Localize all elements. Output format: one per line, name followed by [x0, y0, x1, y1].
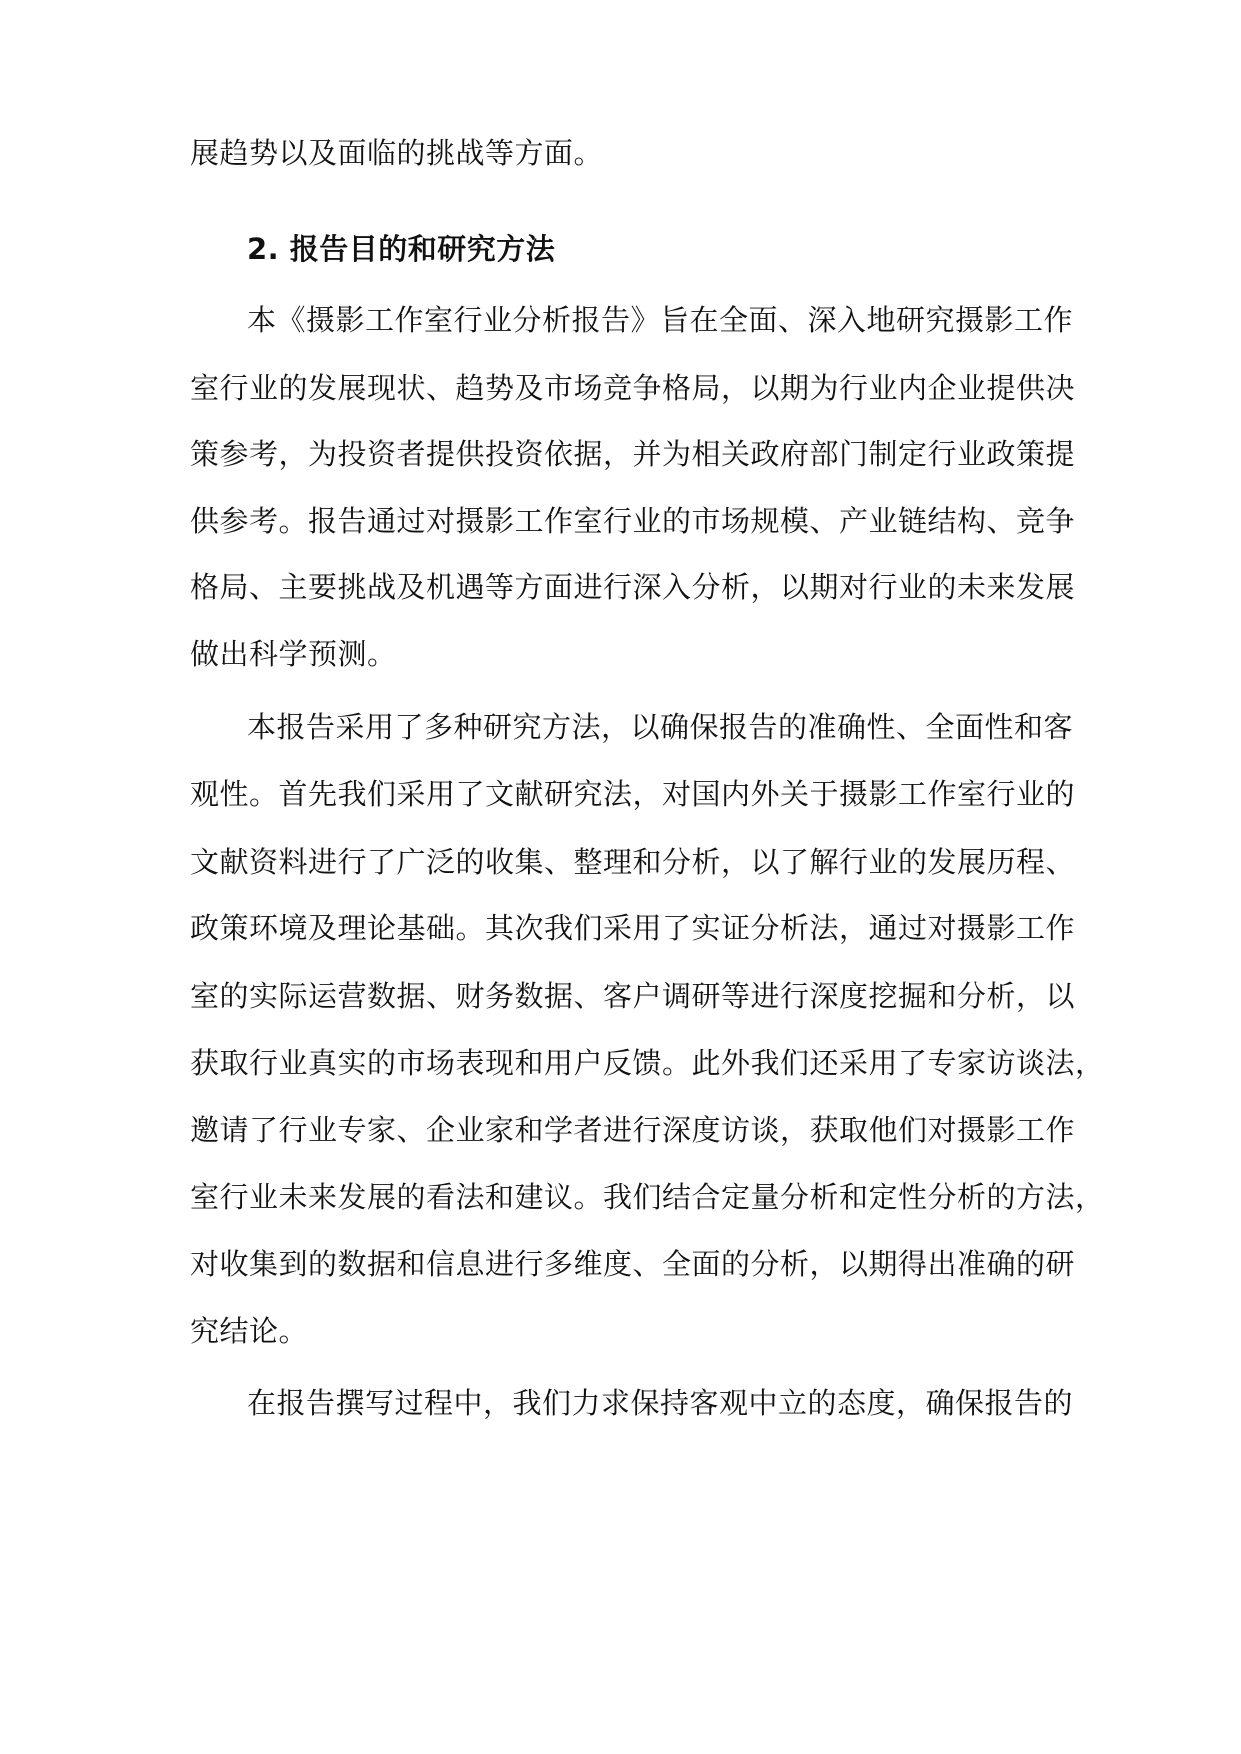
paragraph-line: 邀请了行业专家、企业家和学者进行深度访谈，获取他们对摄影工作	[190, 1113, 1076, 1147]
carryover-line: 展趋势以及面临的挑战等方面。	[190, 136, 604, 170]
section-heading: 2. 报告目的和研究方法	[247, 232, 556, 266]
paragraph-line: 策参考，为投资者提供投资依据，并为相关政府部门制定行业政策提	[190, 437, 1076, 471]
paragraph-line: 供参考。报告通过对摄影工作室行业的市场规模、产业链结构、竞争	[190, 504, 1076, 538]
paragraph-line: 在报告撰写过程中，我们力求保持客观中立的态度，确保报告的	[247, 1386, 1074, 1420]
paragraph-line: 获取行业真实的市场表现和用户反馈。此外我们还采用了专家访谈法，	[190, 1046, 1105, 1080]
paragraph-line: 政策环境及理论基础。其次我们采用了实证分析法，通过对摄影工作	[190, 911, 1076, 945]
paragraph-line: 做出科学预测。	[190, 637, 397, 671]
paragraph-line: 观性。首先我们采用了文献研究法，对国内外关于摄影工作室行业的	[190, 777, 1076, 811]
paragraph-line: 室行业的发展现状、趋势及市场竞争格局，以期为行业内企业提供决	[190, 371, 1076, 405]
paragraph-line: 室的实际运营数据、财务数据、客户调研等进行深度挖掘和分析，以	[190, 979, 1076, 1013]
paragraph-line: 对收集到的数据和信息进行多维度、全面的分析，以期得出准确的研	[190, 1247, 1076, 1281]
paragraph-line: 室行业未来发展的看法和建议。我们结合定量分析和定性分析的方法，	[190, 1180, 1105, 1214]
paragraph-line: 究结论。	[190, 1314, 309, 1348]
paragraph-line: 格局、主要挑战及机遇等方面进行深入分析，以期对行业的未来发展	[190, 570, 1076, 604]
paragraph-line: 本《摄影工作室行业分析报告》旨在全面、深入地研究摄影工作	[247, 303, 1074, 337]
paragraph-line: 本报告采用了多种研究方法，以确保报告的准确性、全面性和客	[247, 710, 1074, 744]
paragraph-line: 文献资料进行了广泛的收集、整理和分析，以了解行业的发展历程、	[190, 845, 1076, 879]
